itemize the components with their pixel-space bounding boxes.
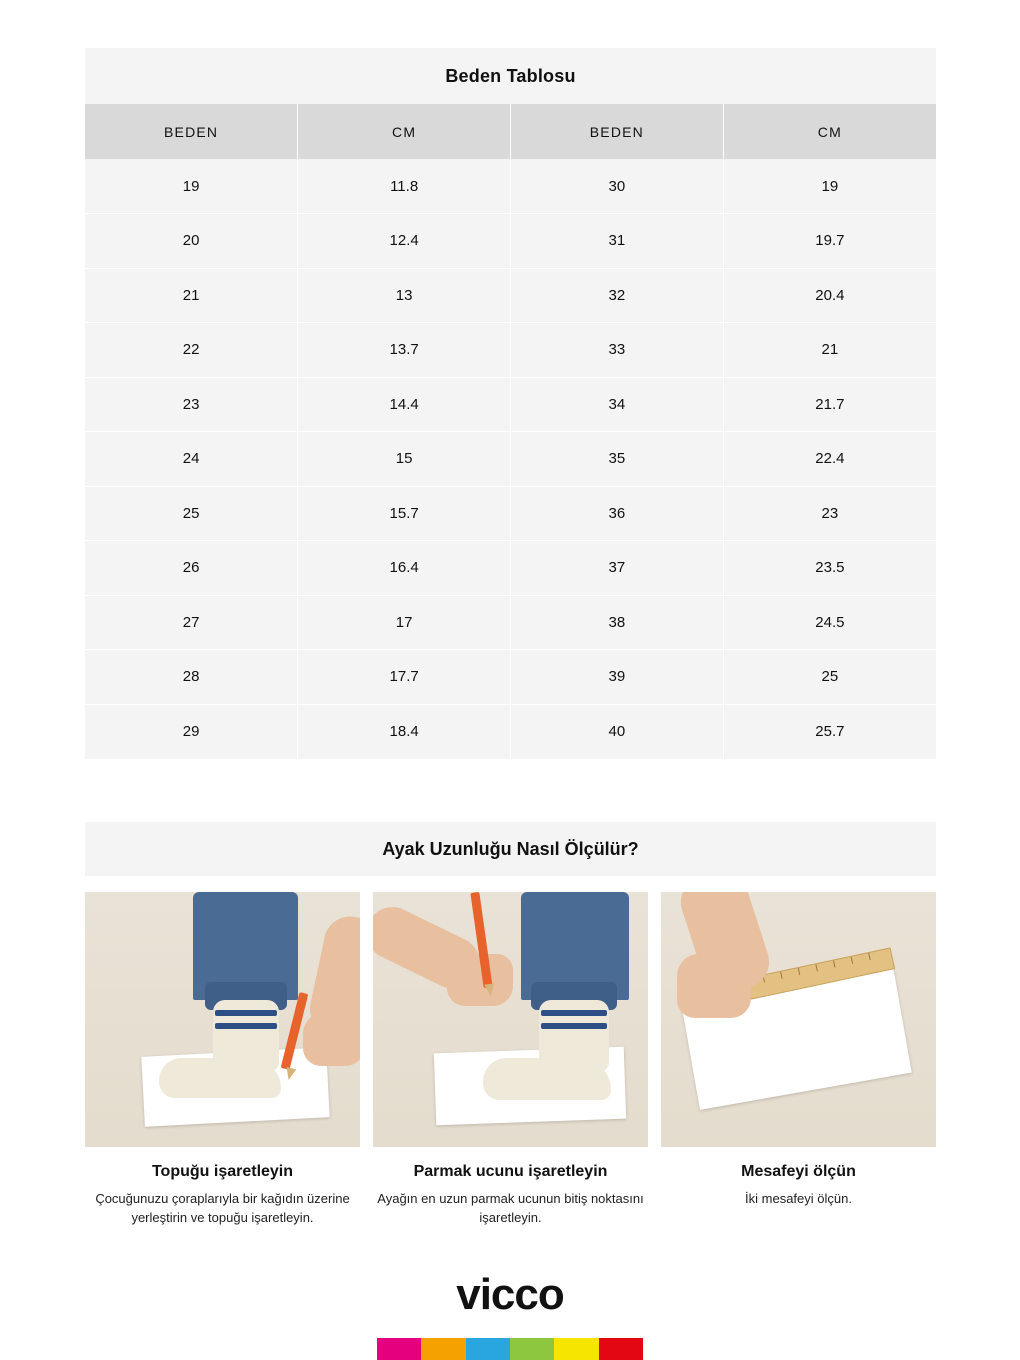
step-heading: Topuğu işaretleyin [151, 1163, 294, 1180]
step-heading: Parmak ucunu işaretleyin [413, 1163, 608, 1180]
cell-cm-2: 25 [723, 650, 936, 705]
table-row [85, 595, 936, 650]
cell-beden-1: 28 [85, 650, 298, 705]
cell-cm-1: 18.4 [298, 704, 511, 759]
cell-cm-1: 17.7 [298, 650, 511, 705]
cell-cm-2: 19 [723, 159, 936, 214]
cell-cm-1: 13 [298, 268, 511, 323]
cell-cm-2: 22.4 [723, 432, 936, 487]
step-description: Ayağın en uzun parmak ucunun bitiş noktasını işaretleyin. [377, 1191, 644, 1225]
size-table-section [85, 48, 936, 759]
cell-cm-2: 23.5 [723, 541, 936, 596]
cell-beden-1: 24 [85, 432, 298, 487]
cell-cm-1: 15.7 [298, 486, 511, 541]
cell-cm-1: 11.8 [298, 159, 511, 214]
cell-beden-2: 33 [511, 323, 724, 378]
cell-beden-2: 39 [511, 650, 724, 705]
measure-step-2 [373, 892, 648, 1228]
table-row [85, 704, 936, 759]
cell-cm-1: 14.4 [298, 377, 511, 432]
cell-beden-1: 27 [85, 595, 298, 650]
brand-color-bar [377, 1338, 643, 1360]
cell-beden-1: 22 [85, 323, 298, 378]
cell-cm-1: 13.7 [298, 323, 511, 378]
cell-cm-2: 25.7 [723, 704, 936, 759]
cell-beden-2: 36 [511, 486, 724, 541]
photo-mark-toe [373, 892, 648, 1147]
table-row [85, 268, 936, 323]
cell-cm-2: 24.5 [723, 595, 936, 650]
step-description: Çocuğunuzu çoraplarıyla bir kağıdın üzerine yerleştirin ve topuğu işaretleyin. [95, 1191, 350, 1225]
cell-cm-1: 16.4 [298, 541, 511, 596]
color-swatch-4 [510, 1338, 554, 1360]
measure-section [85, 822, 936, 1228]
step-heading: Mesafeyi ölçün [741, 1163, 856, 1180]
cell-beden-2: 34 [511, 377, 724, 432]
measure-section-title: Ayak Uzunluğu Nasıl Ölçülür? [85, 822, 936, 876]
cell-beden-1: 20 [85, 214, 298, 269]
cell-cm-1: 15 [298, 432, 511, 487]
column-header-beden-2: BEDEN [511, 104, 724, 159]
photo-measure-distance [661, 892, 936, 1147]
cell-cm-2: 21 [723, 323, 936, 378]
cell-beden-1: 19 [85, 159, 298, 214]
cell-beden-2: 31 [511, 214, 724, 269]
cell-cm-2: 21.7 [723, 377, 936, 432]
cell-beden-2: 30 [511, 159, 724, 214]
color-swatch-6 [599, 1338, 643, 1360]
measure-step-1 [85, 892, 360, 1228]
cell-cm-2: 19.7 [723, 214, 936, 269]
size-table [85, 104, 936, 759]
cell-beden-1: 26 [85, 541, 298, 596]
cell-beden-1: 23 [85, 377, 298, 432]
table-row [85, 486, 936, 541]
table-row [85, 650, 936, 705]
cell-beden-1: 25 [85, 486, 298, 541]
table-row [85, 541, 936, 596]
size-table-body [85, 159, 936, 759]
brand-logo: vicco [456, 1270, 564, 1319]
cell-beden-1: 29 [85, 704, 298, 759]
cell-beden-2: 35 [511, 432, 724, 487]
cell-cm-1: 17 [298, 595, 511, 650]
photo-mark-heel [85, 892, 360, 1147]
table-row [85, 432, 936, 487]
cell-cm-1: 12.4 [298, 214, 511, 269]
cell-beden-2: 32 [511, 268, 724, 323]
measure-steps [85, 892, 936, 1228]
color-swatch-3 [466, 1338, 510, 1360]
cell-cm-2: 20.4 [723, 268, 936, 323]
cell-cm-2: 23 [723, 486, 936, 541]
color-swatch-5 [554, 1338, 598, 1360]
color-swatch-1 [377, 1338, 421, 1360]
table-row [85, 159, 936, 214]
table-header-row [85, 104, 936, 159]
table-row [85, 377, 936, 432]
table-row [85, 214, 936, 269]
measure-step-3 [661, 892, 936, 1228]
step-description: İki mesafeyi ölçün. [745, 1191, 852, 1206]
cell-beden-2: 37 [511, 541, 724, 596]
column-header-cm-1: CM [298, 104, 511, 159]
column-header-beden-1: BEDEN [85, 104, 298, 159]
cell-beden-2: 40 [511, 704, 724, 759]
column-header-cm-2: CM [723, 104, 936, 159]
color-swatch-2 [421, 1338, 465, 1360]
cell-beden-2: 38 [511, 595, 724, 650]
cell-beden-1: 21 [85, 268, 298, 323]
size-table-title: Beden Tablosu [85, 48, 936, 104]
table-row [85, 323, 936, 378]
